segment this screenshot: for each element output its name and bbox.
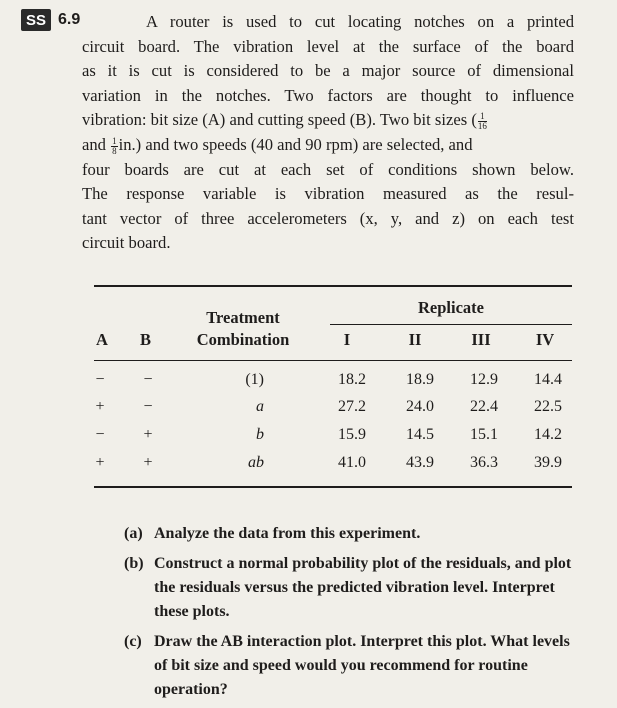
table-cell: 15.1	[470, 426, 498, 443]
table-cell: a	[256, 398, 264, 415]
table-cell: 22.4	[470, 398, 498, 415]
table-cell: 14.2	[534, 426, 562, 443]
table-bottom-rule	[94, 486, 572, 488]
question-b: (b) Construct a normal probability plot of the residuals, and plot the residuals versus the predicted vibration level. Interpret these plots.	[124, 555, 572, 620]
table-cell: b	[256, 426, 264, 443]
table-cell: 36.3	[470, 454, 498, 471]
col-header-treatment: Treatment	[206, 308, 280, 327]
col-header-rep: II	[408, 330, 422, 349]
question-a: (a) Analyze the data from this experiment.	[124, 525, 421, 542]
table-cell: 41.0	[338, 454, 366, 471]
col-header-b: B	[140, 330, 152, 349]
problem-line: The response variable is vibration measured as the resul-	[82, 184, 574, 204]
table-cell: 24.0	[406, 398, 434, 415]
col-header-replicate: Replicate	[418, 298, 484, 317]
table-top-rule	[94, 285, 572, 287]
problem-line: as it is cut is considered to be a major source of dimensional	[82, 61, 574, 81]
problem-line: circuit board.	[82, 233, 171, 253]
table-cell: 18.9	[406, 371, 434, 388]
table-cell: −	[143, 398, 153, 415]
fraction-sixteenth: $\frac{1}{16}$	[477, 111, 487, 132]
problem-line: and $\frac{1}{8}$ in.) and two speeds (40 and 90 rpm) are selected, and	[82, 134, 473, 156]
fraction-eighth: $\frac{1}{8}$	[112, 135, 117, 156]
problem-line	[82, 108, 574, 133]
table-cell: 14.4	[534, 371, 562, 388]
table-cell: 18.2	[338, 371, 366, 388]
col-header-combination: Combination	[196, 330, 290, 349]
table-cell: −	[95, 426, 105, 443]
table-header-rule	[94, 360, 572, 361]
problem-line-text: vibration: bit size (A) and cutting speed (B). Two bit sizes (	[82, 110, 477, 130]
problem-line: A router is used to cut locating notches on a printed	[146, 12, 574, 31]
col-header-rep: III	[471, 330, 491, 349]
table-cell: +	[143, 426, 153, 443]
table-cell: +	[95, 454, 105, 471]
table-cell: 14.5	[406, 426, 434, 443]
table-cell: +	[95, 398, 105, 415]
problem-line: circuit board. The vibration level at the surface of the board	[82, 36, 574, 56]
col-header-rep: I	[343, 330, 351, 349]
table-cell: 27.2	[338, 398, 366, 415]
question-list	[124, 522, 574, 708]
question-c: (c) Draw the AB interaction plot. Interpret this plot. What levels of bit size and speed would you recommend for routine operation?	[124, 633, 570, 698]
problem-line: variation in the notches. Two factors are thought to influence	[82, 85, 574, 105]
problem-line: four boards are cut at each set of conditions shown below.	[82, 159, 574, 179]
table-cell: +	[143, 454, 153, 471]
table-cell: ab	[248, 454, 264, 471]
col-header-a: A	[96, 330, 108, 349]
replicate-underline	[330, 324, 572, 325]
problem-number: 6.9	[58, 11, 81, 28]
problem-line: tant vector of three accelerometers (x, y, and z) on each test	[82, 208, 574, 228]
table-cell: 39.9	[534, 454, 562, 471]
problem-statement	[82, 10, 574, 256]
ss-badge: SS	[21, 9, 51, 31]
table-cell: 43.9	[406, 454, 434, 471]
table-cell: 12.9	[470, 371, 498, 388]
table-cell: −	[143, 371, 153, 388]
col-header-rep: IV	[535, 330, 555, 349]
table-cell: (1)	[245, 371, 264, 388]
table-cell: −	[95, 371, 105, 388]
table-cell: 15.9	[338, 426, 366, 443]
table-cell: 22.5	[534, 398, 562, 415]
